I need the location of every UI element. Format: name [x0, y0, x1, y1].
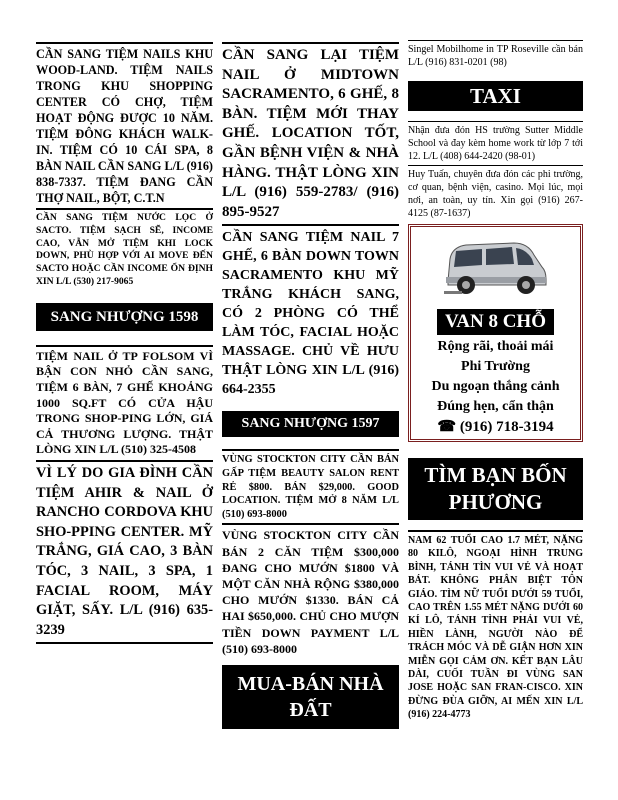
- classified-ad: [222, 228, 399, 399]
- divider: [408, 530, 583, 532]
- classified-ad: [36, 349, 213, 458]
- ad-text: CẦN SANG LẠI TIỆM NAIL Ở MIDTOWN SACRAMENTO, 6 GHẾ, 8 BÀN. TIỆM MỚI THAY GHẾ. LOCATION TỐT, GẦN BỆNH VIỆN & NHÀ HÀNG. THẬT LÒNG XIN L/L (916) 559-2783/ (916) 895-9527: [222, 47, 399, 220]
- divider: [222, 523, 399, 525]
- ad-text: CẦN SANG TIỆM NAIL 7 GHẾ, 6 BÀN DOWN TOWN SACRAMENTO KHU MỸ TRẮNG KHÁCH SANG, CÓ 2 PHÒNG CÓ THỂ LÀM TÓC, FACIAL HOẶC MASSAGE. CHỦ VỀ HƯU THẬT LÒNG XIN L/L (916) 664-2355: [222, 230, 399, 398]
- van-title: VAN 8 CHỖ: [437, 309, 554, 335]
- phone-number: (916) 718-3194: [459, 419, 554, 435]
- ad-text: Huy Tuấn, chuyên đưa đón các phi trường, cơ quan, bệnh viện, casino. Mọi lúc, mọi nơi, an toàn, uy tín. Xin gọi (916) 267-4125 (87-1637): [408, 169, 583, 219]
- banner-label: MUA-BÁN NHÀ ĐẤT: [237, 672, 384, 721]
- van-ad-box: [408, 224, 583, 442]
- van-line: Đúng hẹn, cẩn thận: [437, 399, 554, 414]
- divider: [222, 224, 399, 226]
- divider: [222, 449, 399, 451]
- ad-text: VÙNG STOCKTON CITY CẦN BÁN GẤP TIỆM BEAUTY SALON RENT RẺ $800. BÁN $29,000. GOOD LOCATION. TIỆM MỞ 8 NĂM L/L (510) 693-8000: [222, 454, 399, 520]
- van-line: Du ngoạn thắng cảnh: [431, 379, 560, 394]
- ad-text: TIỆM NAIL Ở TP FOLSOM VÌ BẬN CON NHỎ CẦN SANG, TIỆM 6 BÀN, 7 GHẾ KHOẢNG 1000 SQ.FT CÓ CỬA HẬU TRONG SHOP-PING LỚN, GIÁ CẢ THƯƠNG LƯỢNG. THẬT LÒNG XIN L/L (510) 325-4508: [36, 348, 213, 457]
- divider: [408, 165, 583, 166]
- classified-ad: [36, 212, 213, 289]
- divider: [36, 42, 213, 44]
- section-banner: [222, 411, 399, 437]
- ad-text: CẦN SANG TIỆM NAILS KHU WOOD-LAND. TIỆM NAILS TRONG KHU SHOPPING CENTER CÓ CHỢ, TIỆM HOẠT ĐỘNG ĐƯỢC 10 NĂM. TIỆM ĐÔNG KHÁCH WALK-IN. TIỆM CÓ 10 CÁI SPA, 8 BÀN NAIL CẦN SANG L/L (916) 838-7337. TIỆM ĐANG CẦN THỢ NAIL, BỘT, C.T.N: [36, 47, 213, 205]
- van-image: [442, 237, 550, 299]
- van-phone: [411, 417, 580, 437]
- divider: [408, 121, 583, 122]
- classified-ad: [408, 534, 583, 722]
- classified-ad: [36, 464, 213, 640]
- divider: [408, 40, 583, 41]
- divider: [36, 345, 213, 347]
- banner-label: SANG NHƯỢNG 1598: [50, 308, 199, 325]
- ad-text: CẦN SANG TIỆM NƯỚC LỌC Ở SACTO. TIỆM SẠCH SẼ, INCOME CAO, VẪN MỞ TIỆM KHI LOCK DOWN, PHÙ HỢP VỚI AI MOVE ĐẾN SACTO HOẶC CẦN INCOME ỔN ĐỊNH XIN L/L (530) 217-9065: [36, 212, 213, 287]
- divider: [36, 460, 213, 462]
- banner-label: TAXI: [470, 84, 521, 108]
- banner-label: TÌM BẠN BỐN PHƯƠNG: [424, 463, 567, 514]
- section-banner: [408, 81, 583, 111]
- telephone-icon: ☎: [437, 419, 457, 435]
- ad-text: VÌ LÝ DO GIA ĐÌNH CẦN TIỆM AHIR & NAIL Ở RANCHO CORDOVA KHU SHO-PPING CENTER. MỸ TRẮNG, GIÁ CAO, 3 BÀN TÓC, 3 NAIL, 3 SPA, 1 FACIAL ROOM, MÁY GIẶT, SẤY. L/L (916) 635-3239: [36, 464, 213, 638]
- classified-ad: [408, 168, 583, 220]
- classified-ad: [36, 46, 213, 206]
- ad-text: Nhận đưa đón HS trường Sutter Middle School và đay kèm home work từ lớp 7 tới 12. L/L (408) 644-2420 (98-01): [408, 125, 583, 162]
- classified-ad: [222, 527, 399, 657]
- column-2: [222, 0, 399, 729]
- section-banner: [36, 303, 213, 331]
- column-1: [36, 0, 213, 644]
- ad-text: NAM 62 TUỔI CAO 1.7 MÉT, NẶNG 80 KILÔ, NGOẠI HÌNH TRUNG BÌNH, TÁNH TÌN VUI VẺ VÀ HOẠT BÁT. KHÔNG PHÂN BIỆT TÔN GIÁO. TÌM NỮ TUỔI DƯỚI 59 TUỔI, CAO TRÊN 1.55 MÉT NẶNG DƯỚI 60 KÍ LÔ, TÁNH TÌNH PHẢI VUI VẺ, HIỀN LÀNH, NGƯỜI NÀO ĐỂ TRÁCH MÓC VÀ DỄ GIẬN HƠN XIN MIỄN GỌI CẢM ƠN. KẾT BẠN LÂU DÀI, CUỐI TUẦN ĐI VÙNG SAN JOSE HOẶC SAN FRAN-CISCO. XIN ĐỪNG ĐÙA GIỠN, AI MẾN XIN L/L (916) 224-4773: [408, 535, 583, 721]
- section-banner: [222, 665, 399, 729]
- classified-ad: [222, 46, 399, 222]
- banner-label: SANG NHƯỢNG 1597: [241, 416, 380, 432]
- divider: [36, 642, 213, 644]
- ad-text: VÙNG STOCKTON CITY CẦN BÁN 2 CĂN TIỆM $300,000 ĐANG CHO MƯỚN $1800 VÀ MỘT CĂN NHÀ RỘNG $380,000 CHO MƯỚN $1330. BÁN CẢ HAI $650,000. CHỦ CHO MƯỢN TIỀN DOWN PAYMENT L/L (510) 693-8000: [222, 528, 399, 656]
- classified-ad: [408, 124, 583, 163]
- section-banner: [408, 458, 583, 520]
- classified-ad: [222, 453, 399, 521]
- divider: [222, 42, 399, 44]
- column-3: [408, 0, 583, 722]
- ad-text: Singel Mobilhome in TP Roseville cần bán L/L (916) 831-0201 (98): [408, 44, 583, 68]
- van-line: Phi Trường: [461, 359, 530, 374]
- classified-ad: [408, 43, 583, 69]
- van-line: Rộng rãi, thoải mái: [437, 339, 554, 354]
- divider: [36, 208, 213, 210]
